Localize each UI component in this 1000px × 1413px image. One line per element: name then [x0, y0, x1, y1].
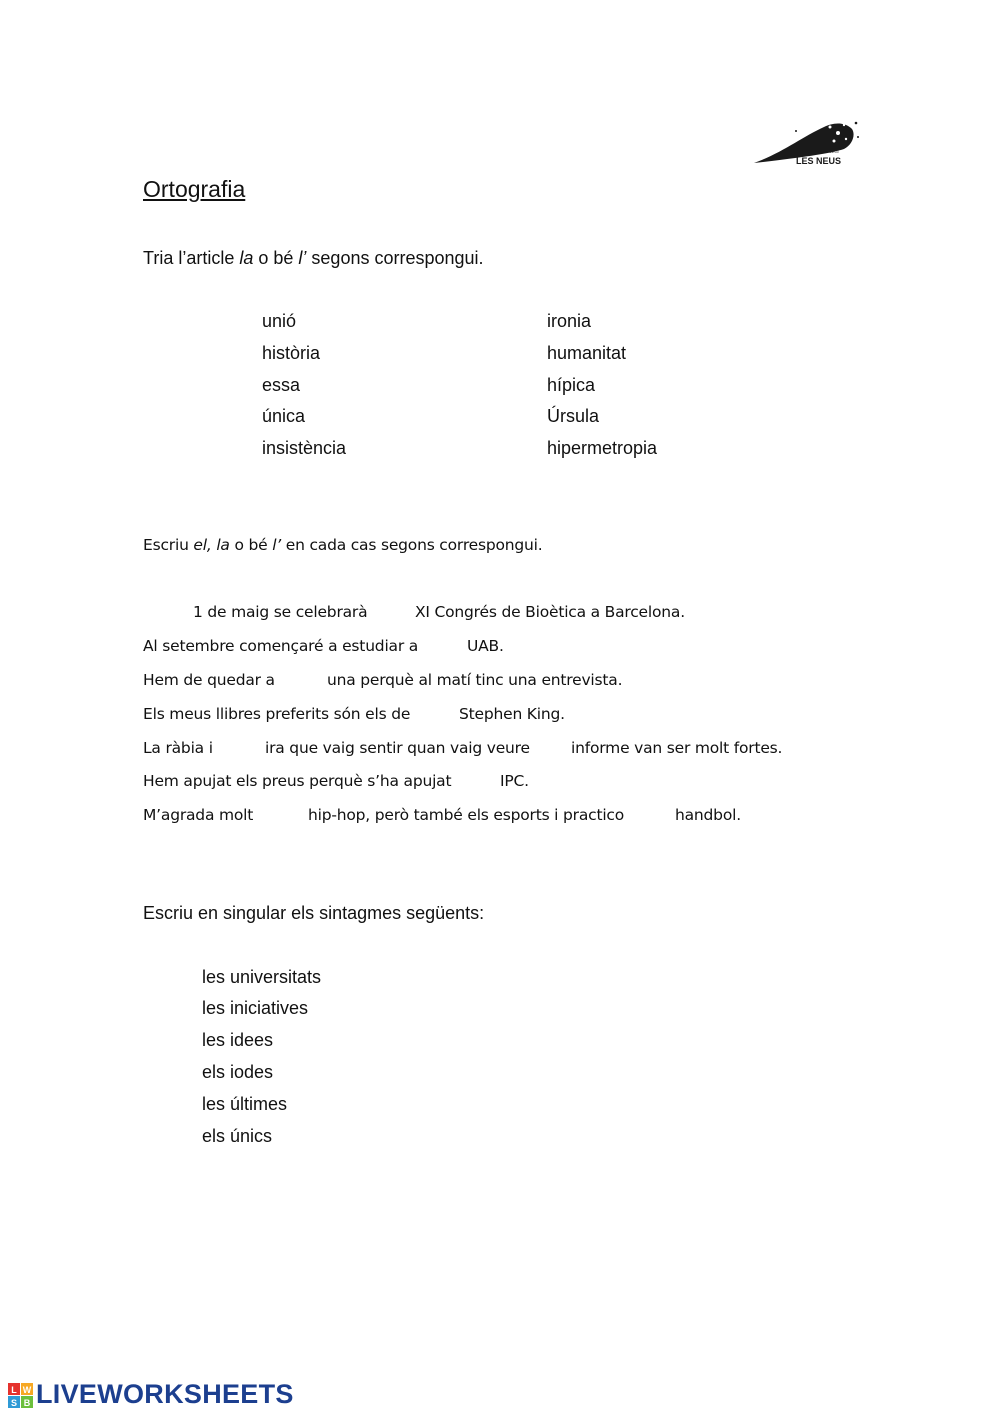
- liveworksheets-wordmark: LIVEWORKSHEETS: [36, 1379, 294, 1409]
- logo-tile: [8, 1395, 20, 1407]
- school-logo: [752, 115, 862, 175]
- sentence-fragment: handbol.: [675, 806, 741, 824]
- phrase-item: els únics: [202, 1126, 273, 1146]
- logo-small-text: COL·LEGI: [820, 149, 839, 154]
- sentence-fragment: UAB.: [467, 637, 504, 655]
- sentence-fragment: ira que vaig sentir quan vaig veure: [265, 739, 530, 757]
- logo-tile: [21, 1382, 33, 1394]
- sentence-fragment: Stephen King.: [459, 705, 565, 723]
- phrase-item: les iniciatives: [202, 998, 309, 1018]
- word-item: ironia: [547, 311, 592, 331]
- logo-name: LES NEUS: [796, 156, 842, 166]
- svg-text:W: W: [22, 1385, 32, 1395]
- comet-logo-graphic: [752, 115, 862, 175]
- svg-text:S: S: [10, 1398, 18, 1408]
- word-item: humanitat: [547, 343, 627, 363]
- phrase-item: les universitats: [202, 967, 322, 987]
- page-title: Ortografia: [143, 176, 246, 202]
- word-item: història: [262, 343, 321, 363]
- word-item: essa: [262, 375, 301, 395]
- exercise2-instruction: Escriu el, la o bé l’ en cada cas segons correspongui.: [143, 536, 543, 554]
- sentence-fragment: una perquè al matí tinc una entrevista.: [327, 671, 623, 689]
- phrase-item: les idees: [202, 1030, 274, 1050]
- word-item: Úrsula: [547, 406, 600, 426]
- sentence-fragment: Hem apujat els preus perquè s’ha apujat: [143, 772, 452, 790]
- logo-tile: [21, 1395, 33, 1407]
- sentence-fragment: Hem de quedar a: [143, 671, 275, 689]
- sentence-fragment: hip-hop, però també els esports i practico: [308, 806, 625, 824]
- sentence-fragment: La ràbia i: [143, 739, 213, 757]
- word-item: hípica: [547, 375, 596, 395]
- sentence-fragment: Els meus llibres preferits són els de: [143, 705, 411, 723]
- word-item: insistència: [262, 438, 347, 458]
- phrase-item: les últimes: [202, 1094, 288, 1114]
- word-item: hipermetropia: [547, 438, 658, 458]
- word-item: única: [262, 406, 306, 426]
- sentence-fragment: 1 de maig se celebrarà: [193, 603, 368, 621]
- phrase-item: els iodes: [202, 1062, 274, 1082]
- exercise3-instruction: Escriu en singular els sintagmes següents:: [143, 903, 485, 923]
- sentence-fragment: Al setembre començaré a estudiar a: [143, 637, 419, 655]
- liveworksheets-brand: [8, 1379, 294, 1410]
- liveworksheets-logo-icon: [8, 1382, 33, 1407]
- svg-text:B: B: [23, 1398, 31, 1408]
- logo-tile: [8, 1382, 20, 1394]
- word-item: unió: [262, 311, 297, 331]
- sentence-fragment: IPC.: [500, 772, 529, 790]
- sentence-fragment: M’agrada molt: [143, 806, 254, 824]
- sentence-fragment: XI Congrés de Bioètica a Barcelona.: [415, 603, 685, 621]
- svg-text:L: L: [11, 1385, 17, 1395]
- sentence-fragment: informe van ser molt fortes.: [571, 739, 783, 757]
- exercise1-instruction: Tria l’article la o bé l’ segons correspongui.: [143, 248, 484, 268]
